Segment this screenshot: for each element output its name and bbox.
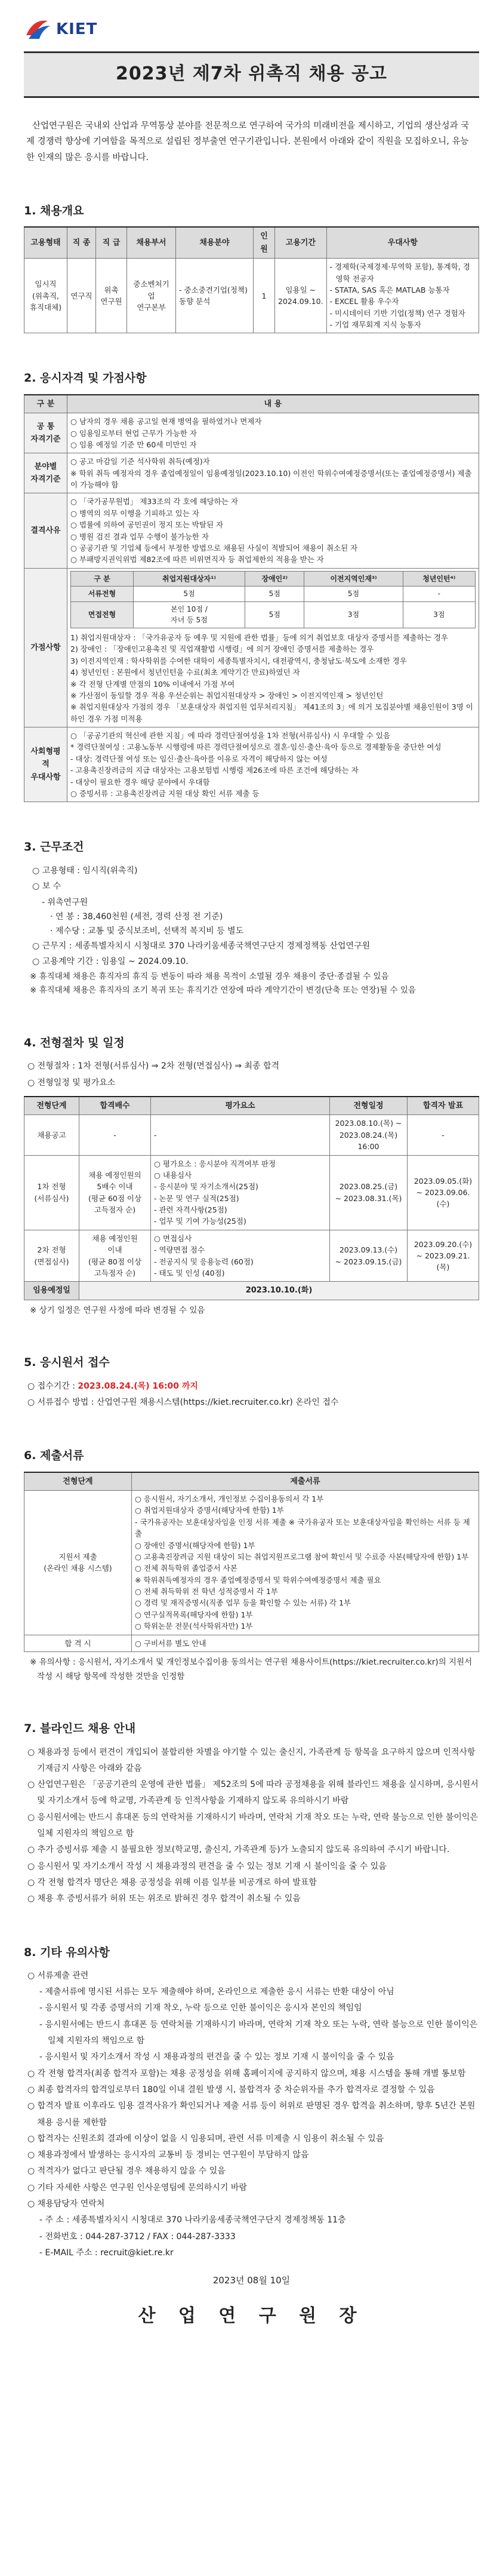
announce-cell: 2023.09.05.(화) ~ 2023.09.06.(수): [408, 1155, 479, 1230]
doc-item: ○ 경력 및 재직증명서(직종 업무 등을 확인할 수 있는 서류) 각 1부: [135, 1598, 351, 1608]
section-5-heading: 5. 응시원서 접수: [24, 1356, 110, 1370]
preference-item: - 경제학(국제경제·무역학 포함), 통계학, 경영학 전공자: [329, 262, 470, 283]
common-content: [67, 413, 479, 453]
notice-line: - 제출서류에 명시된 서류는 모두 제출해야 하며, 온라인으로 제출한 응시 서류는 반환 대상이 아님: [39, 1987, 394, 1997]
table-row: [24, 1115, 479, 1155]
eval-item: - 관련 자격사항(25점): [154, 1205, 227, 1215]
work-place: ○ 근무지 : 세종특별자치시 시청대로 370 나라키움세종국책연구단지 경제정책동 산업연구원: [32, 941, 371, 951]
bonus-cell: 3점: [403, 601, 475, 628]
col-docs: 제출서류: [132, 1472, 479, 1491]
table-row: [24, 493, 479, 568]
dept-cell: 중소벤처기업 연구본부: [127, 259, 176, 333]
bonus-table: [70, 571, 476, 628]
blind-paragraph: ○ 추가 증빙서류 제출 시 불필요한 정보(학교명, 출신지, 가족관계 등)가 노출되지 않도록 유의하여 주시기 바랍니다.: [27, 1845, 450, 1855]
column-header: 인 원: [254, 227, 275, 258]
stage-cell: 채용공고: [24, 1115, 79, 1155]
bonus-label: 가점사항: [24, 568, 67, 727]
announce-cell: -: [408, 1115, 479, 1155]
list-item: * 경력단절여성 : 고용노동부 시행령에 따른 경력단절여성으로 결혼·임신·출산·육아 등으로 경제활동을 중단한 여성: [70, 742, 442, 752]
table-row: [24, 413, 479, 453]
bonus-column-header: 청년인턴⁴⁾: [403, 571, 475, 587]
employment-type: ○ 고용형태 : 임시직(위촉직): [32, 865, 138, 876]
salary-title: ○ 보 수: [32, 882, 61, 892]
list-item: - 대상: 경력단절 여성 또는 임신·출산·육아를 이유로 자격이 해당하지 않는 여성: [70, 754, 328, 763]
notice-line: ○ 합격자 발표 이후라도 임용 결격사유가 확인되거나 제출 서류 등이 허위로 판명된 경우 합격을 취소하며, 향후 5년간 본원 채용 응시를 제한함: [27, 2101, 476, 2127]
field-content: [67, 453, 479, 493]
list-item: ○ 남자의 경우 채용 공고일 현재 병역을 필하였거나 면제자: [70, 417, 262, 426]
overview-table: [24, 226, 479, 333]
notice-date: 2023년 08월 10일: [212, 2275, 291, 2286]
bonus-note: 2) 장애인 : 「장애인고용촉진 및 직업재활법 시행령」에 의거 장애인 증명서를 제출하는 경우: [70, 644, 374, 654]
bonus-cell: 본인 10점 / 자녀 등 5점: [133, 601, 245, 628]
doc-item: ○ 학위논문 전문(석사학위자만) 1부: [135, 1622, 253, 1631]
condition-note: ※ 휴직대체 채용은 휴직자의 휴직 등 변동이 따라 채용 목적이 소멸될 경우 채용이 중단·종결될 수 있음: [30, 971, 389, 981]
docs-apply: [132, 1491, 479, 1635]
period-value: 2023.08.24.(목) 16:00 까지: [78, 1381, 198, 1391]
salary-sub: - 위촉연구원: [42, 897, 88, 907]
preference-cell: [326, 259, 479, 333]
doc-item: ○ 전체 취득학위 졸업증서 사본: [135, 1564, 237, 1573]
column-header: 전형단계: [24, 1097, 79, 1115]
doc-item: ○ 취업지원대상자 증명서(해당자에 한함) 1부: [135, 1506, 284, 1515]
eval-item: - 논문 및 연구 실적(25점): [154, 1193, 239, 1203]
table-row: [24, 1282, 479, 1300]
doc-item: ○ 전체 취득학위 전 학년 성적증명서 각 1부: [135, 1587, 278, 1596]
list-item: ○ 임용일로부터 현업 근무가 가능한 자: [70, 428, 197, 438]
notice-line: - 응시원서에는 반드시 휴대폰 등 연락처를 기재하시기 바라며, 연락처 기재 착오 또는 누락, 연락 불능으로 인한 불이익은 일체 지원자의 책임으로 함: [39, 2019, 478, 2046]
doc-item: ○ 연구실적목록(해당자에 한함) 1부: [135, 1610, 253, 1619]
eval-item: - 역량면접 점수: [154, 1245, 205, 1255]
final-date-value: 2023.10.10.(화): [79, 1282, 479, 1300]
preference-item: - EXCEL 활용 우수자: [329, 297, 399, 306]
notice-line: ○ 서류제출 관련: [27, 1970, 89, 1981]
application-period: [24, 1378, 479, 1395]
process-line: ○ 전형절차 : 1차 전형(서류심사) ⇒ 2차 전형(면접심사) ⇒ 최종 합격: [27, 1061, 280, 1071]
documents-table: [24, 1472, 479, 1652]
bonus-note: 4) 청년인턴 : 본원에서 청년인턴을 수료(최초 계약기간 만료)하였던 자: [70, 668, 300, 677]
qualification-table: [24, 394, 479, 803]
bonus-note: ※ 취업지원대상자 가점의 경우 「보훈대상자 취업지원 업무처리지침」 제41조의 3」에 의거 모집분야별 채용인원이 3명 이하인 경우 가점 미적용: [70, 702, 473, 723]
stage-pass: 합 격 시: [24, 1635, 132, 1651]
job-type-cell: 연구직: [67, 259, 96, 333]
list-item: ○ 공고 마감일 기준 석사학위 취득(예정)자: [70, 457, 210, 466]
count-cell: 1: [254, 259, 275, 333]
table-row: [24, 568, 479, 727]
application-method: ○ 서류접수 방법 : 산업연구원 채용시스템(https://kiet.recruiter.co.kr) 온라인 접수: [27, 1398, 339, 1408]
notice-line: ○ 각 전형 합격자(최종 합격자 포함)는 채용 공정성을 위해 홈페이지에 공지하지 않으며, 채용 시스템을 통해 개별 통보함: [27, 2068, 466, 2078]
list-item: ○ 병역의 의무 이행을 기피하고 있는 자: [70, 508, 199, 518]
eval-item: - 태도 및 인성 (40점): [154, 1268, 225, 1278]
page-title: 2023년 제7차 위촉직 채용 공고: [24, 51, 479, 98]
final-date-label: 임용예정일: [24, 1282, 79, 1300]
table-row: [24, 259, 479, 333]
list-item: - 대상이 필요한 경우 해당 분야에서 우대함: [70, 777, 210, 787]
eval-item: - 응시분야 및 자기소개서(25점): [154, 1182, 258, 1192]
column-header: 평가요소: [151, 1097, 330, 1115]
logo: [24, 12, 479, 47]
bonus-note: ※ 가산점이 동일할 경우 적용 우선순위는 취업지원대상자 > 장애인 > 이전지역인재 > 청년인턴: [70, 690, 384, 700]
notice-line: ○ 채용과정에서 발생하는 응시자의 교통비 등 경비는 연구원이 부담하지 않음: [27, 2150, 309, 2160]
column-header: 우대사항: [326, 227, 479, 258]
disq-label: 결격사유: [24, 493, 67, 568]
doc-item: ○ 장애인 증명서(해당자에 한함) 1부: [135, 1540, 255, 1550]
notice-line: - E-MAIL 주소 : recruit@kiet.re.kr: [39, 2248, 174, 2258]
section-7-heading: 7. 블라인드 채용 안내: [24, 1722, 136, 1736]
doc-item: ※ 학위취득예정자의 경우 졸업예정증명서 및 학위수여예정증명서 제출 필요: [135, 1575, 381, 1585]
common-label: 공 통 자격기준: [24, 413, 67, 453]
bonus-note: 3) 이전지역인재 : 학사학위를 수여한 대학이 세종특별자치시, 대전광역시, 충청남도·북도에 소재한 경우: [70, 656, 407, 665]
ratio-cell: 채용 예정인원의 5배수 이내 (평균 60점 이상 고득점자 순): [79, 1155, 151, 1230]
field-label: 분야별 자격기준: [24, 453, 67, 493]
eval-item: ○ 평가요소 : 응시분야 직격여부 판정: [154, 1159, 276, 1168]
announce-cell: 2023.09.20.(수) ~ 2023.09.21.(목): [408, 1230, 479, 1282]
table-row: [24, 453, 479, 493]
table-row: [71, 587, 476, 602]
notice-line: ○ 최종 합격자의 합격일로부터 180일 이내 결원 발생 시, 불합격자 중 차순위자를 추가 합격자로 결정할 수 있음: [27, 2084, 435, 2095]
table-row: [24, 1155, 479, 1230]
period-cell: 임용일 ~ 2024.09.10.: [275, 259, 327, 333]
column-header: 전형일정: [330, 1097, 408, 1115]
disq-content: [67, 493, 479, 568]
salary-line: · 연 봉 : 38,460천원 (세전, 경력 산정 전 기준): [50, 912, 223, 922]
schedule-table: [24, 1096, 479, 1300]
eval-item: ○ 면접심사: [154, 1233, 192, 1243]
field-cell: - 중소중견기업(정책) 동향 분석: [176, 259, 254, 333]
col-stage: 전형단계: [24, 1472, 132, 1491]
list-item: ○ 증빙서류 : 고용촉진장려금 지원 대상 확인 서류 제출 등: [70, 788, 260, 798]
employment-type-cell: 임시직 (위촉직, 휴직대체): [24, 259, 67, 333]
table-row: [24, 1491, 479, 1635]
preference-item: - 기업 재무회계 지식 능통자: [329, 320, 421, 330]
rank-cell: 위촉 연구원: [96, 259, 127, 333]
bonus-column-header: 구 분: [71, 571, 134, 587]
column-header: 합격배수: [79, 1097, 151, 1115]
column-header: 고용기간: [275, 227, 327, 258]
bonus-cell: 5점: [245, 587, 304, 602]
bonus-cell: 서류전형: [71, 587, 134, 602]
column-header: 합격자 발표: [408, 1097, 479, 1115]
notice-line: ○ 채용담당자 연락처: [27, 2199, 105, 2209]
blind-paragraph: ○ 응시원서에는 반드시 휴대폰 등의 연락처를 기재하시기 바라며, 연락처 기재 착오 또는 누락, 연락 불능으로 인한 불이익은 일체 지원자의 책임으로 함: [27, 1812, 478, 1839]
blind-paragraph: ○ 각 전형 합격자 명단은 채용 공정성을 위해 이름 일부를 비공개로 하여 발표함: [27, 1877, 317, 1887]
section-2-heading: 2. 응시자격 및 가점사항: [24, 371, 147, 385]
list-item: - 고용촉진장려금의 지급 대상자는 고용보험법 시행령 제26조에 따른 조건에 해당하는 자: [70, 766, 359, 775]
eval-item: ○ 내용심사: [154, 1170, 192, 1180]
doc-item: ○ 응시원서, 자기소개서, 개인정보 수집이용동의서 각 1부: [135, 1494, 324, 1504]
bonus-cell: 면접전형: [71, 601, 134, 628]
bonus-note: ※ 각 전형 단계별 만점의 10% 이내에서 가점 부여: [70, 679, 235, 689]
bonus-cell: 3점: [304, 601, 403, 628]
notice-line: - 응시원서 및 자기소개서 작성 시 채용과정의 편견을 줄 수 있는 정보 기재 시 불이익을 줄 수 있음: [39, 2052, 394, 2062]
notice-line: ○ 기타 자세한 사항은 연구원 인사운영팀에 문의하시기 바람: [27, 2182, 247, 2193]
doc-item: - 국가유공자는 보훈대상자임을 인정 서류 제출 ※ 국가유공자 또는 보훈대상자임을 확인하는 서류 등 제출: [135, 1517, 470, 1539]
docs-pass: ○ 구비서류 별도 안내: [132, 1635, 479, 1651]
condition-note: ※ 휴직대체 채용은 휴직자의 조기 복귀 또는 휴직기간 연장에 따라 계약기간이 변경(단축 또는 연장)될 수 있음: [30, 985, 416, 996]
signature: 산 업 연 구 원 장: [138, 2305, 365, 2326]
eval-item: - 업무 및 기여 가능성(25점): [154, 1217, 246, 1226]
schedule-cell: 2023.08.25.(금) ~ 2023.08.31.(목): [330, 1155, 408, 1230]
logo-text: KIET: [56, 20, 98, 38]
col-content: 내 용: [67, 395, 479, 413]
period-prefix: ○ 접수기간 :: [27, 1381, 78, 1391]
blind-paragraph: ○ 채용과정 등에서 편견이 개입되어 불합리한 차별을 야기할 수 있는 출신지, 가족관계 등 항목을 요구하지 않으며 인적사항 기재금지 사항은 아래와 같음: [27, 1747, 476, 1773]
ratio-cell: -: [79, 1115, 151, 1155]
notice-line: - 응시원서 및 각종 증명서의 기재 착오, 누락 등으로 인한 불이익은 응시자 본인의 책임임: [39, 2003, 362, 2013]
eval-cell: [151, 1115, 330, 1155]
schedule-cell: 2023.09.13.(수) ~ 2023.09.15.(금): [330, 1230, 408, 1282]
list-item: ※ 학위 취득 예정자의 경우 졸업예정일이 임용예정일(2023.10.10) 이전인 학위수여예정증명서(또는 졸업예정증명서) 제출이 가능해야 함: [70, 468, 472, 490]
salary-line: · 제수당 : 교통 및 중식보조비, 선택적 복지비 등 별도: [50, 926, 244, 936]
list-item: ○ 임용 예정일 기준 만 60세 미만인 자: [70, 440, 197, 449]
section-1-heading: 1. 채용개요: [24, 204, 84, 217]
eval-item: - 전공지식 및 응용능력 (60점): [154, 1257, 254, 1266]
bonus-content: [67, 568, 479, 727]
column-header: 채용부서: [127, 227, 176, 258]
bonus-note: 1) 취업지원대상자 : 「국가유공자 등 예우 및 지원에 관한 법률」등에 의거 취업보호 대상자 증명서를 제출하는 경우: [70, 633, 448, 643]
eval-item: -: [154, 1130, 157, 1140]
doc-item: ○ 고용촉진장려금 지원 대상이 되는 취업지원프로그램 참여 확인서 및 수료증 사본(해당자에 한함) 1부: [135, 1552, 469, 1561]
bonus-cell: -: [403, 587, 475, 602]
bonus-cell: 5점: [133, 587, 245, 602]
column-header: 직 종: [67, 227, 96, 258]
stage-apply: 지원서 제출 (온라인 채용 시스템): [24, 1491, 132, 1635]
notice-line: - 전화번호 : 044-287-3712 / FAX : 044-287-3333: [39, 2231, 236, 2242]
bonus-cell: 5점: [245, 601, 304, 628]
notice-line: ○ 합격자는 신원조회 결과에 이상이 없을 시 임용되며, 관련 서류 미제출 시 임용이 취소될 수 있음: [27, 2133, 384, 2144]
stage-cell: 2차 전형 (면접심사): [24, 1230, 79, 1282]
intro-paragraph: 산업연구원은 국내외 산업과 무역통상 분야를 전문적으로 연구하여 국가의 미래비전을 제시하고, 기업의 생산성과 국제 경쟁력 향상에 기여함을 목적으로 설립된 정부출연 연구기관입니다. 본원에서 아래와 같이 직원을 모집하오니, 유능한 인재의 많은 응시를 바랍니다.: [26, 121, 470, 163]
bonus-column-header: 취업지원대상자¹⁾: [133, 571, 245, 587]
blind-paragraph: ○ 응시원서 및 자기소개서 작성 시 채용과정의 편견을 줄 수 있는 정보 기재 시 불이익을 줄 수 있음: [27, 1861, 387, 1871]
column-header: 채용분야: [176, 227, 254, 258]
notice-line: ○ 적격자가 없다고 판단될 경우 채용하지 않을 수 있음: [27, 2166, 226, 2176]
table-row: [71, 601, 476, 628]
ratio-cell: 채용 예정인원 이내 (평균 80점 이상 고득점자 순): [79, 1230, 151, 1282]
contract-period: ○ 고용계약 기간 : 임용일 ~ 2024.09.10.: [32, 957, 189, 967]
blind-paragraph: ○ 채용 후 증빙서류가 허위 또는 위조로 밝혀진 경우 합격이 취소될 수 있음: [27, 1894, 301, 1904]
preference-item: - STATA, SAS 혹은 MATLAB 능통자: [329, 285, 450, 294]
bonus-cell: 5점: [304, 587, 403, 602]
notice-line: - 주 소 : 세종특별자치시 시청대로 370 나라키움세종국책연구단지 경제정책동 11층: [39, 2215, 346, 2225]
section-8-heading: 8. 기타 유의사항: [24, 1945, 110, 1959]
list-item: ○ 「공공기관의 혁신에 관한 지침」에 따라 경력단절여성을 1차 전형(서류심사) 시 우대할 수 있음: [70, 731, 390, 741]
table-row: [24, 1635, 479, 1651]
schedule-cell: 2023.08.10.(목) ~ 2023.08.24.(목) 16:00: [330, 1115, 408, 1155]
schedule-note: ※ 상기 일정은 연구원 사정에 따라 변경될 수 있음: [30, 1305, 205, 1315]
docs-note: ※ 유의사항 : 응시원서, 자기소개서 및 개인정보수집이용 동의서는 연구원 채용사이트(https://kiet.recruiter.co.kr)의 지원서 작성 시 해당 항목에 작성한 것만을 인정함: [30, 1657, 473, 1681]
stage-cell: 1차 전형 (서류심사): [24, 1155, 79, 1230]
section-4-heading: 4. 전형절차 및 일정: [24, 1036, 125, 1050]
list-item: ○ 「국가공무원법」 제33조의 각 호에 해당하는 자: [70, 497, 238, 506]
col-gubun: 구 분: [24, 395, 67, 413]
column-header: 직 급: [96, 227, 127, 258]
eval-cell: [151, 1155, 330, 1230]
social-content: [67, 727, 479, 802]
list-item: ○ 공공기관 및 기업체 등에서 부정한 방법으로 채용된 사실이 적발되어 채용이 취소된 자: [70, 543, 358, 552]
kiet-logo-icon: [24, 17, 51, 41]
section-3-heading: 3. 근무조건: [24, 840, 84, 854]
bonus-column-header: 이전지역인재³⁾: [304, 571, 403, 587]
table-row: [24, 1230, 479, 1282]
column-header: 고용형태: [24, 227, 67, 258]
process-line: ○ 전형일정 및 평가요소: [27, 1077, 116, 1088]
social-label: 사회형평적 우대사항: [24, 727, 67, 802]
section-6-heading: 6. 제출서류: [24, 1449, 84, 1463]
eval-cell: [151, 1230, 330, 1282]
list-item: ○ 부패방지권익위법 제82조에 따른 비위면직자 등 취업제한의 적용을 받는 자: [70, 555, 324, 564]
bonus-column-header: 장애인²⁾: [245, 571, 304, 587]
work-conditions: [24, 863, 479, 998]
preference-item: - 미시데이터 기반 기업(정책) 연구 경험자: [329, 308, 465, 318]
table-row: [24, 727, 479, 802]
list-item: ○ 병원 검진 결과 업무 수행이 불가능한 자: [70, 532, 209, 541]
list-item: ○ 법률에 의하여 공민권이 정지 또는 박탈된 자: [70, 520, 224, 530]
blind-paragraph: ○ 산업연구원은 「공공기관의 운영에 관한 법률」 제52조의 5에 따라 공정채용을 위해 블라인드 채용을 실시하며, 응시원서 및 자기소개서 등에 학교명, 가족관계 등 인적사항을 기재하지 않도록 유의하시기 바람: [27, 1780, 479, 1806]
